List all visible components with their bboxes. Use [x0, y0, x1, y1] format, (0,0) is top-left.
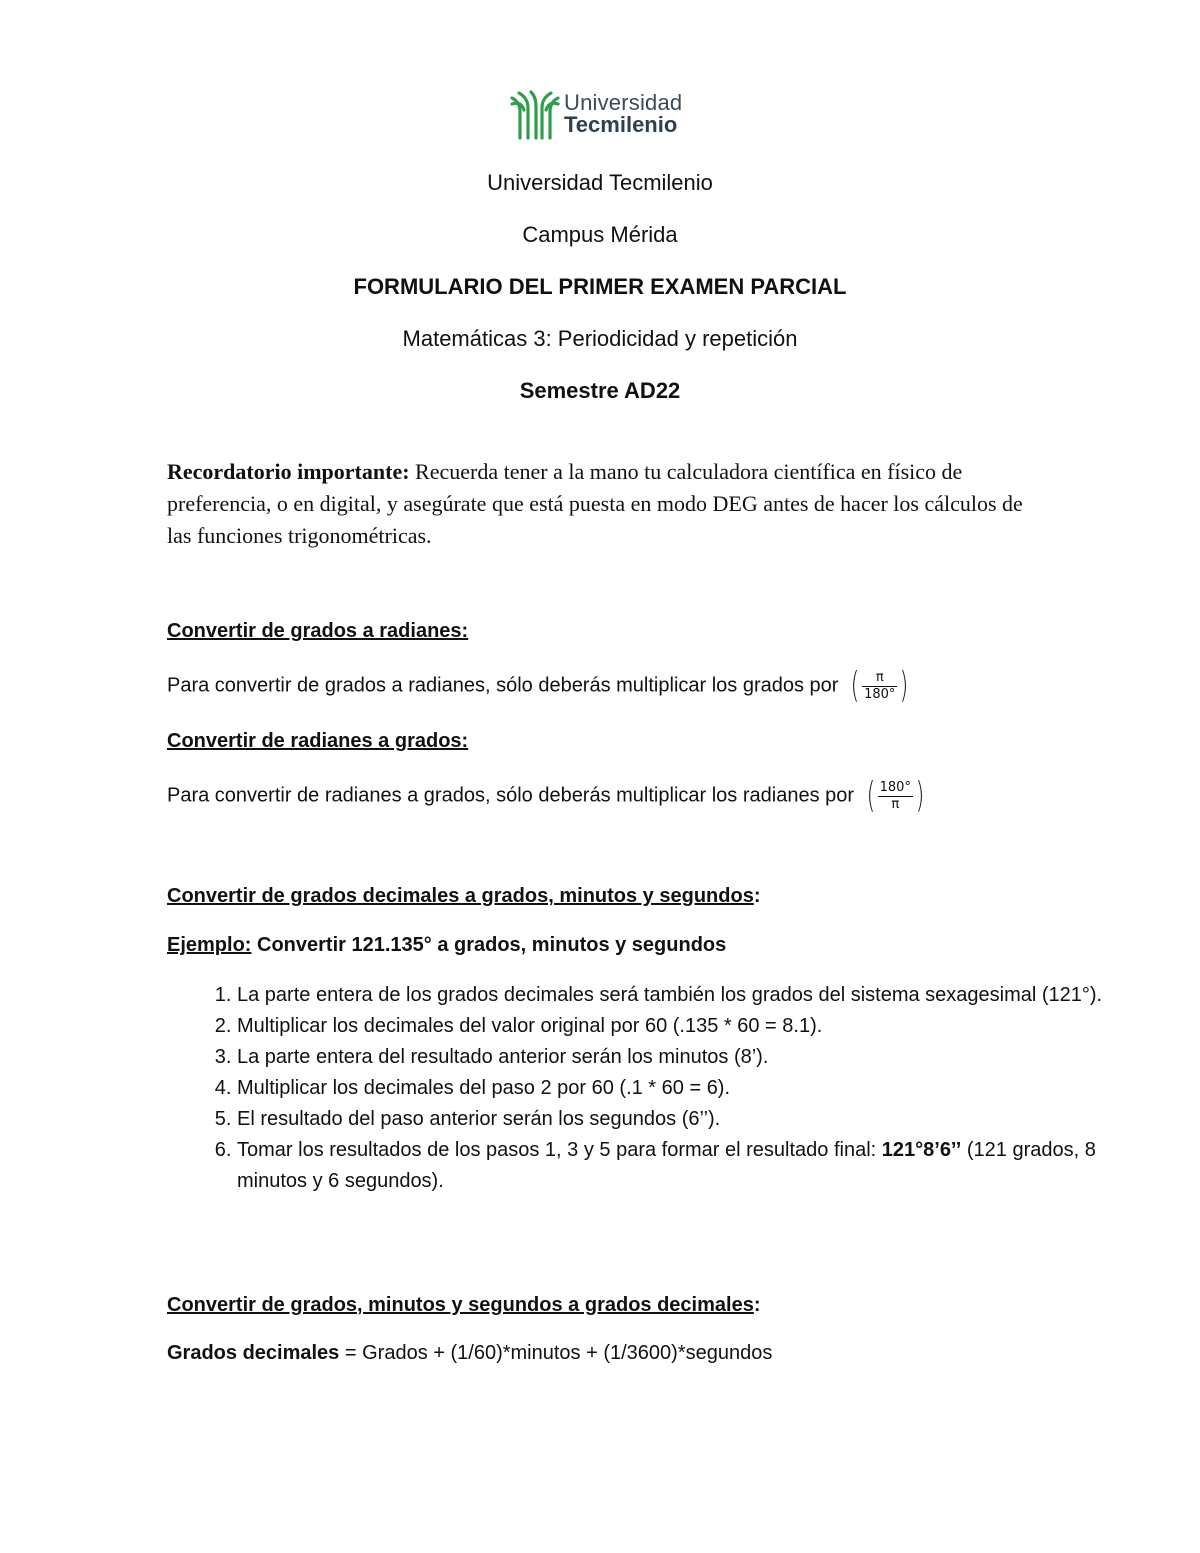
- step6-result: 121°8’6’’: [881, 1139, 962, 1161]
- dms-to-dec-heading: Convertir de grados, minutos y segundos a grados decimales: [167, 1294, 754, 1316]
- university-logo: [510, 90, 690, 142]
- heading-colon: :: [753, 885, 761, 907]
- list-item: 4. Multiplicar los decimales del paso 2 por 60 (.1 * 60 = 6).: [237, 1073, 1137, 1104]
- rad-to-deg-heading: Convertir de radianes a grados:: [167, 730, 469, 752]
- reminder-text: Recuerda tener a la mano tu calculadora científica en físico de preferencia, o en digital, y asegúrate que está puesta en modo DEG antes de hacer los cálculos de las funciones trigonométricas.: [167, 459, 1023, 548]
- deg-to-rad-heading: Convertir de grados a radianes:: [167, 620, 469, 642]
- semester-label: Semestre AD22: [519, 378, 681, 403]
- fraction-denominator: π: [891, 796, 900, 812]
- formula-text: = Grados + (1/60)*minutos + (1/3600)*segundos: [339, 1342, 773, 1364]
- dec-to-dms-heading: Convertir de grados decimales a grados, minutos y segundos: [167, 885, 754, 907]
- list-item: 5. El resultado del paso anterior serán los segundos (6’’).: [237, 1104, 1137, 1135]
- deg-to-rad-instruction: [167, 665, 911, 706]
- list-item: 2. Multiplicar los decimales del valor original por 60 (.135 * 60 = 8.1).: [237, 1011, 1137, 1042]
- deg-to-rad-fraction: ( $\frac{\pi}{180^\circ}$ ): [850, 665, 909, 706]
- logo-wordmark-universidad: Universidad: [564, 90, 683, 115]
- example-label: Ejemplo:: [167, 934, 252, 956]
- heading-colon: :: [753, 1294, 761, 1316]
- list-item: [237, 1135, 1137, 1197]
- rad-to-deg-text: Para convertir de radianes a grados, sólo deberás multiplicar los radianes por: [167, 784, 855, 807]
- campus-name: Campus Mérida: [522, 222, 678, 247]
- conversion-steps-list: [167, 980, 1137, 1197]
- tecmilenio-leaf-icon: [510, 90, 560, 140]
- step6-text: Tomar los resultados de los pasos 1, 3 y 5 para formar el resultado final:: [237, 1139, 882, 1161]
- list-item: 1. La parte entera de los grados decimales será también los grados del sistema sexagesimal (121°).: [237, 980, 1137, 1011]
- fraction-denominator: 180°: [864, 686, 896, 702]
- fraction-numerator: 180°: [879, 779, 911, 795]
- dec-to-dms-heading-line: [167, 885, 761, 908]
- dms-to-dec-heading-line: [167, 1294, 761, 1317]
- step6-tail: (121 grados, 8 minutos y 6 segundos).: [237, 1139, 1096, 1192]
- deg-to-rad-text: Para convertir de grados a radianes, sólo deberás multiplicar los grados por: [167, 674, 839, 697]
- rad-to-deg-fraction: ( $\frac{180^\circ}{\pi}$ ): [866, 775, 925, 816]
- example-line: [167, 934, 726, 957]
- fraction-numerator: π: [862, 670, 897, 687]
- formula-label: Grados decimales: [167, 1342, 340, 1364]
- university-name: Universidad Tecmilenio: [487, 170, 713, 195]
- subject-name: Matemáticas 3: Periodicidad y repetición: [402, 326, 798, 351]
- dms-to-dec-formula: [167, 1342, 772, 1365]
- example-text: Convertir 121.135° a grados, minutos y segundos: [251, 934, 727, 956]
- list-item: 3. La parte entera del resultado anterior serán los minutos (8’).: [237, 1042, 1137, 1073]
- reminder-paragraph: [167, 456, 1027, 552]
- logo-wordmark-tecmilenio: Tecmilenio: [564, 112, 678, 137]
- rad-to-deg-instruction: [167, 775, 927, 816]
- reminder-label: Recordatorio importante:: [167, 459, 410, 484]
- document-title: FORMULARIO DEL PRIMER EXAMEN PARCIAL: [353, 274, 847, 299]
